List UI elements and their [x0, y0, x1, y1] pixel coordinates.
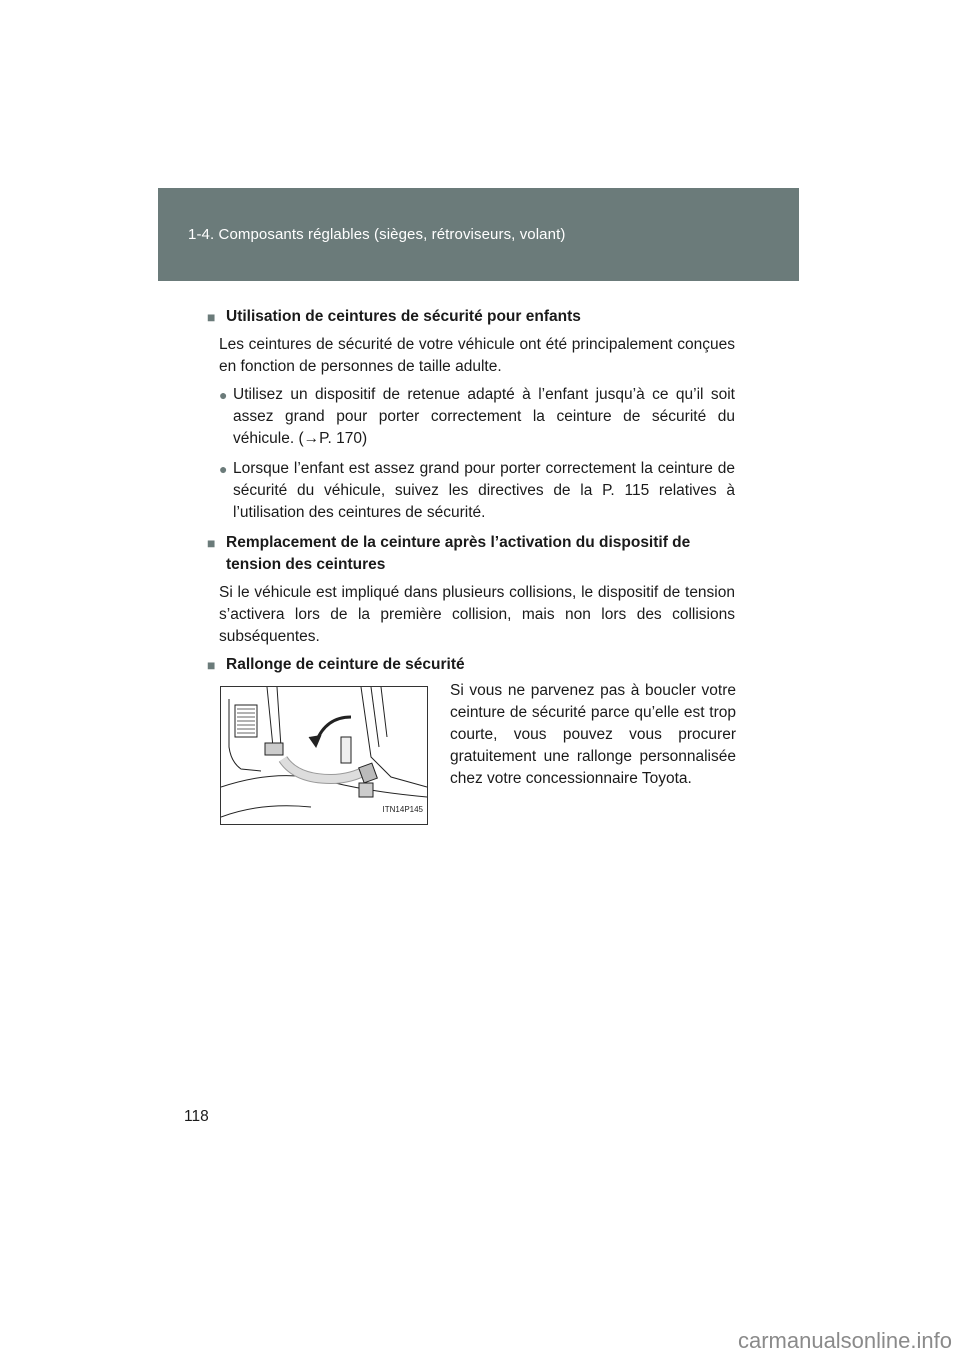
square-icon: ■ [207, 657, 216, 673]
bullet-item [219, 458, 735, 524]
circle-bullet-icon: ● [219, 461, 228, 477]
section-heading [207, 532, 735, 576]
section-heading [207, 654, 735, 676]
square-icon: ■ [207, 535, 216, 551]
watermark: carmanualsonline.info [737, 1328, 952, 1353]
section-paragraph: Si vous ne parvenez pas à boucler votre ceinture de sécurité parce qu’elle est trop courte, vous pouvez vous procurer gratuitement une rallonge personnalisée chez votre concessionnaire Toyota. [450, 682, 736, 787]
section-paragraph: Les ceintures de sécurité de votre véhicule ont été principalement conçues en fonction de personnes de taille adulte. [219, 336, 735, 375]
page-number: 118 [184, 1108, 209, 1125]
section-paragraph: Si le véhicule est impliqué dans plusieurs collisions, le dispositif de tension s’activera lors de la première collision, mais non lors des collisions subséquentes. [219, 584, 735, 645]
page-content [207, 306, 735, 846]
bullet-item [219, 384, 735, 450]
figure-row [207, 682, 736, 846]
seatbelt-extender-illustration [220, 686, 428, 825]
circle-bullet-icon: ● [219, 387, 228, 403]
section-title: Rallonge de ceinture de sécurité [226, 656, 465, 673]
square-icon: ■ [207, 309, 216, 325]
section-heading [207, 306, 735, 328]
section-title: Remplacement de la ceinture après l’activation du dispositif de tension des ceintures [226, 534, 691, 573]
bullet-text: Utilisez un dispositif de retenue adapté à l’enfant jusqu’à ce qu’il soit assez grand pour porter correctement la ceinture de sécurité du véhicule. (→P. 170) [233, 386, 735, 447]
bullet-text: Lorsque l’enfant est assez grand pour porter correctement la ceinture de sécurité du véhicule, suivez les directives de la P. 115 relatives à l’utilisation des ceintures de sécurité. [233, 460, 735, 521]
chapter-title: 1-4. Composants réglables (sièges, rétroviseurs, volant) [188, 226, 566, 243]
figure-code: ITN14P145 [382, 805, 423, 814]
chapter-header [158, 188, 799, 281]
section-title: Utilisation de ceintures de sécurité pour enfants [226, 308, 581, 325]
